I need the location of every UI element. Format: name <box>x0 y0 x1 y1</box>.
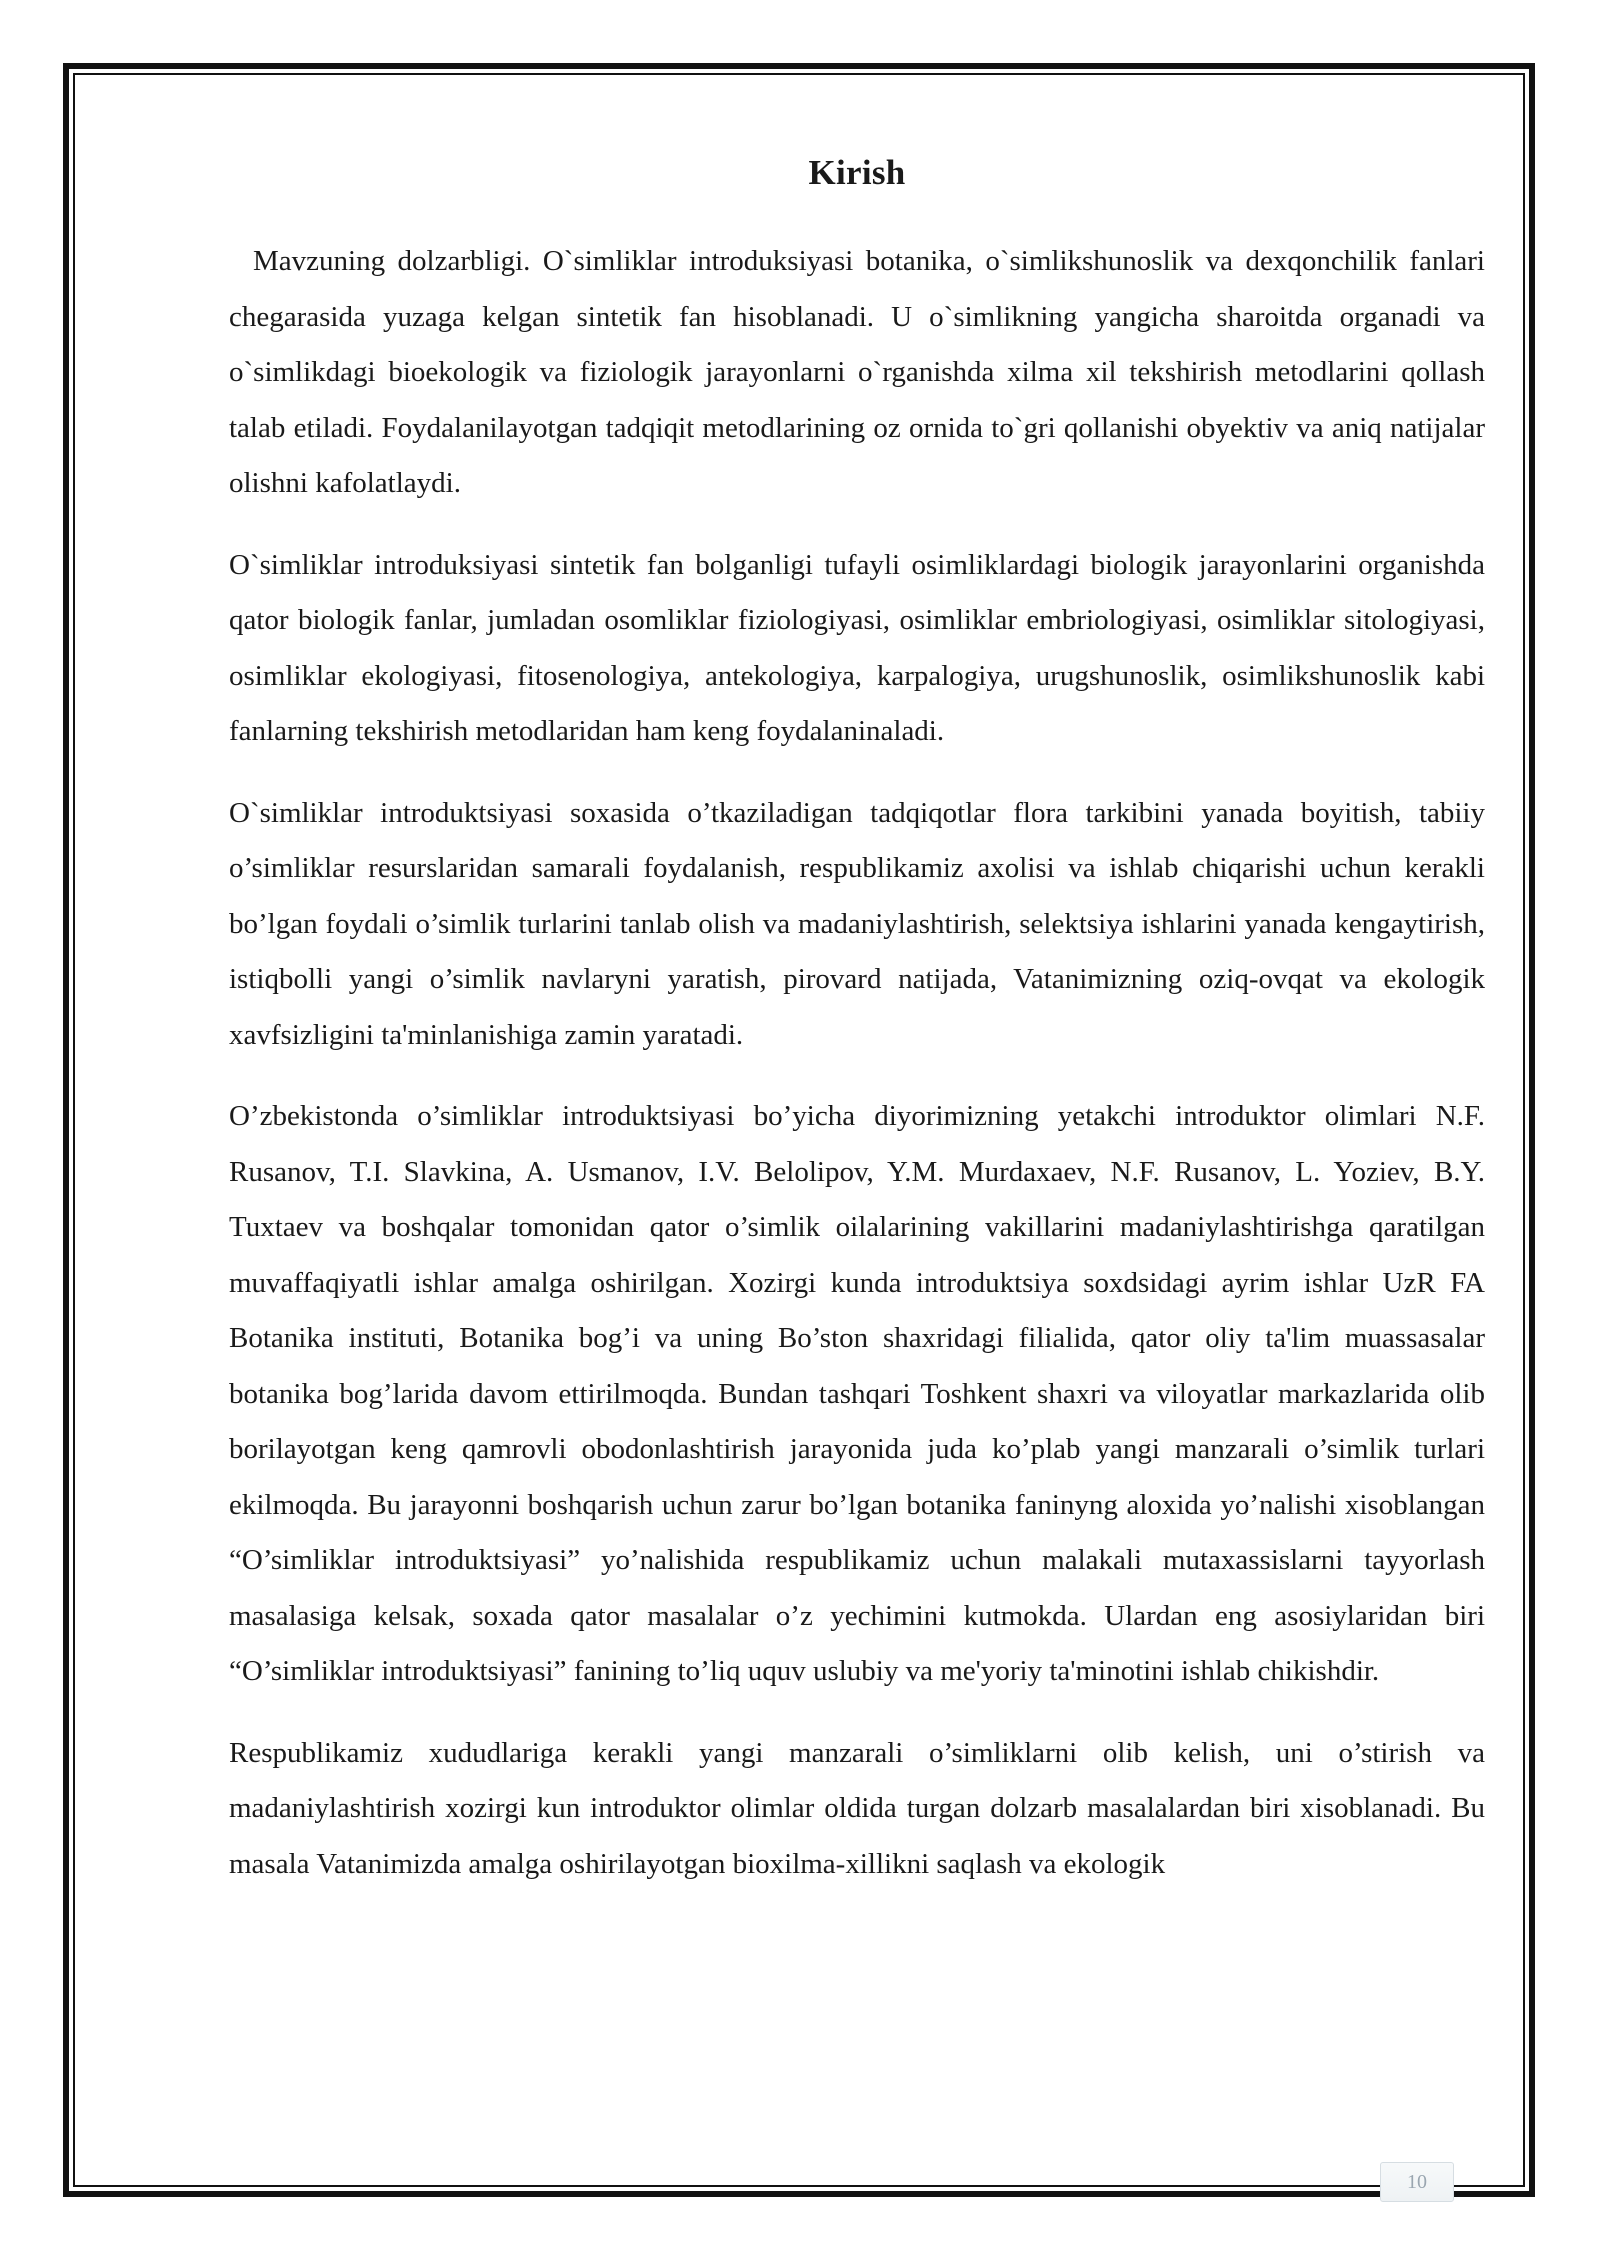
paragraph-2: O`simliklar introduksiyasi sintetik fan bolganligi tufayli osimliklardagi biologik jarayonlarini organishda qator biologik fanlar, jumladan osomliklar fiziologiyasi, osimliklar embriologiyasi, osimliklar sitologiyasi, osimliklar ekologiyasi, fitosenologiya, antekologiya, karpalogiya, urugshunoslik, osimlikshunoslik kabi fanlarning tekshirish metodlaridan ham keng foydalaninaladi. <box>229 548 1485 747</box>
paragraph-1: Mavzuning dolzarbligi. O`simliklar introduksiyasi botanika, o`simlikshunoslik va dexqonchilik fanlari chegarasida yuzaga kelgan sintetik fan hisoblanadi. U o`simlikning yangicha sharoitda organadi va o`simlikdagi bioekologik va fiziologik jarayonlarni o`rganishda xilma xil tekshirish metodlarini qollash talab etiladi. Foydalanilayotgan tadqiqit metodlarining oz ornida to`gri qollanishi obyektiv va aniq natijalar olishni kafolatlaydi. <box>229 245 1485 499</box>
page-number: 10 <box>1407 2171 1427 2193</box>
paragraph-5: Respublikamiz xududlariga kerakli yangi manzarali o’simliklarni olib kelish, uni o’stirish va madaniylashtirish xozirgi kun introduktor olimlar oldida turgan dolzarb masalalardan biri xisoblanadi. Bu masala Vatanimizda amalga oshirilayotgan bioxilma-xillikni saqlash va ekologik <box>229 1736 1485 1880</box>
paragraph-4: O’zbekistonda o’simliklar introduktsiyasi bo’yicha diyorimizning yetakchi introduktor olimlari N.F. Rusanov, T.I. Slavkina, A. Usmanov, I.V. Belolipov, Y.M. Murdaxaev, N.F. Rusanov, L. Yoziev, B.Y. Tuxtaev va boshqalar tomonidan qator o’simlik oilalarining vakillarini madaniylashtirishga qaratilgan muvaffaqiyatli ishlar amalga oshirilgan. Xozirgi kunda introduktsiya soxdsidagi ayrim ishlar UzR FA Botanika instituti, Botanika bog’i va uning Bo’ston shaxridagi filialida, qator oliy ta'lim muassasalar botanika bog’larida davom ettirilmoqda. Bundan tashqari Toshkent shaxri va viloyatlar markazlarida olib borilayotgan keng qamrovli obodonlashtirish jarayonida juda ko’plab yangi manzarali o’simlik turlari ekilmoqda. Bu jarayonni boshqarish uchun zarur bo’lgan botanika faninyng aloxida yo’nalishi xisoblangan “O’simliklar introduktsiyasi” yo’nalishida respublikamiz uchun malakali mutaxassislarni tayyorlash masalasiga kelsak, soxada qator masalalar o’z yechimini kutmokda. Ulardan eng asosiylaridan biri “O’simliklar introduktsiyasi” fanining to’liq uquv uslubiy va me'yoriy ta'minotini ishlab chikishdir. <box>229 1100 1485 1687</box>
document-title: Kirish <box>808 153 906 192</box>
document-body <box>229 142 1485 1918</box>
paragraph-3: O`simliklar introduktsiyasi soxasida o’tkaziladigan tadqiqotlar flora tarkibini yanada boyitish, tabiiy o’simliklar resurslaridan samarali foydalanish, respublikamiz axolisi va ishlab chiqarishi uchun kerakli bo’lgan foydali o’simlik turlarini tanlab olish va madaniylashtirish, selektsiya ishlarini yanada kengaytirish, istiqbolli yangi o’simlik navlaryni yaratish, pirovard natijada, Vatanimizning oziq-ovqat va ekologik xavfsizligini ta'minlanishiga zamin yaratadi. <box>229 796 1485 1051</box>
